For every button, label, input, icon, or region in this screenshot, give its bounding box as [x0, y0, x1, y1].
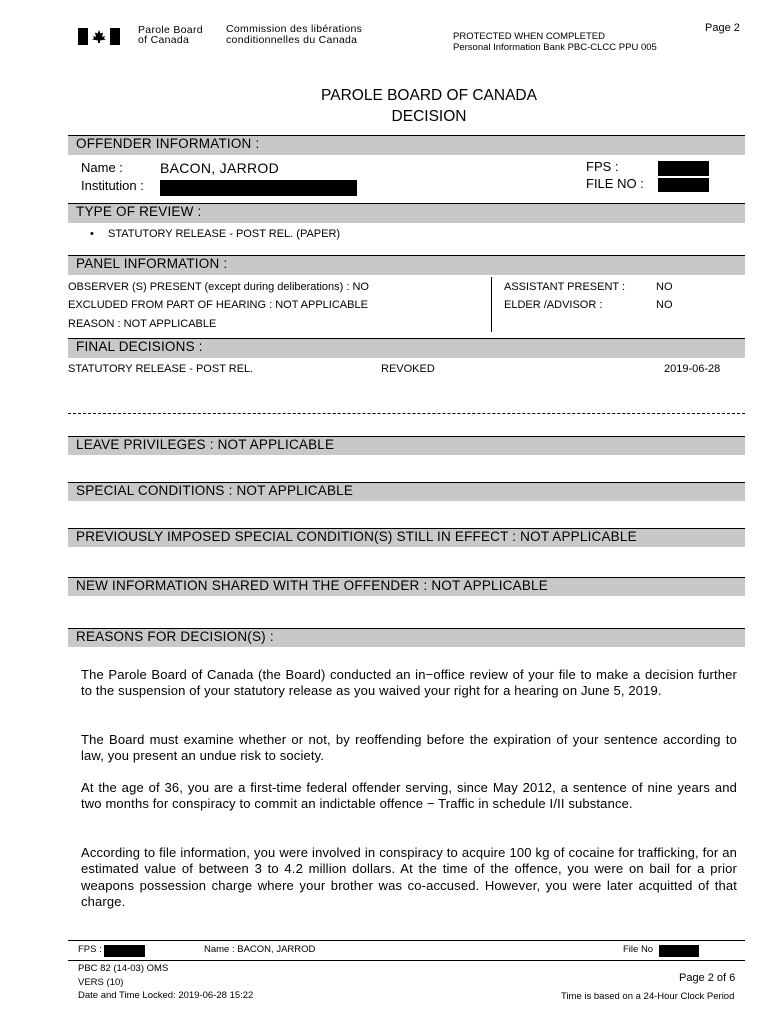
- date-time-locked: Date and Time Locked: 2019-06-28 15:22: [78, 990, 254, 1001]
- review-item: STATUTORY RELEASE - POST REL. (PAPER): [108, 228, 341, 240]
- protected-notice: [453, 31, 657, 53]
- special-conditions-header: SPECIAL CONDITIONS : NOT APPLICABLE: [68, 482, 745, 501]
- footer-file-no-redaction: [659, 945, 699, 957]
- fps-label: FPS :: [586, 159, 619, 174]
- file-no-redaction: [658, 178, 709, 192]
- footer-rule-2: [68, 960, 745, 961]
- reasons-paragraph: According to file information, you were involved in conspiracy to acquire 100 kg of cocaine for trafficking, for an estimated value of between 3 to 4.2 million dollars. At the time of the offence, you were on bail for a prior weapons possession charge where your brother was co-accused. However, you were later acquitted of that charge.: [81, 845, 737, 909]
- title-line1: PAROLE BOARD OF CANADA: [321, 87, 537, 104]
- institution-redaction: [160, 180, 357, 196]
- final-section-header: FINAL DECISIONS :: [68, 338, 745, 358]
- decision-type: STATUTORY RELEASE - POST REL.: [68, 363, 254, 375]
- info-bank-label: Personal Information Bank PBC-CLCC PPU 005: [453, 42, 657, 53]
- offender-section-header: OFFENDER INFORMATION :: [68, 135, 745, 155]
- board-name-en: [138, 25, 203, 45]
- form-code: PBC 82 (14-03) OMS: [78, 963, 169, 974]
- previous-conditions-header: PREVIOUSLY IMPOSED SPECIAL CONDITION(S) STILL IN EFFECT : NOT APPLICABLE: [68, 528, 745, 547]
- review-section-header: TYPE OF REVIEW :: [68, 203, 745, 223]
- new-information-header: NEW INFORMATION SHARED WITH THE OFFENDER : NOT APPLICABLE: [68, 577, 745, 596]
- offender-name: BACON, JARROD: [160, 160, 280, 176]
- form-version: VERS (10): [78, 977, 124, 988]
- canada-flag-icon: [78, 28, 120, 45]
- review-bullet: •: [90, 228, 94, 240]
- board-name-en-line1: Parole Board: [138, 24, 203, 36]
- page-label: Page 2: [705, 22, 740, 34]
- page-title: [0, 85, 768, 127]
- panel-reason: REASON : NOT APPLICABLE: [68, 318, 217, 330]
- excluded-from-hearing: EXCLUDED FROM PART OF HEARING : NOT APPLICABLE: [68, 299, 368, 311]
- institution-label: Institution :: [81, 178, 144, 193]
- elder-value: NO: [656, 299, 673, 311]
- name-label: Name :: [81, 160, 123, 175]
- title-line2: DECISION: [391, 108, 467, 125]
- page-of: Page 2 of 6: [679, 972, 736, 984]
- leave-privileges-header: LEAVE PRIVILEGES : NOT APPLICABLE: [68, 436, 745, 455]
- footer-fps-label: FPS :: [78, 944, 102, 955]
- footer-rule: [68, 940, 745, 941]
- reasons-paragraph: The Parole Board of Canada (the Board) conducted an in−office review of your file to make a decision further to the suspension of your statutory release as you waived your right for a hearing on June 5, 2019.: [81, 667, 737, 699]
- elder-label: ELDER /ADVISOR :: [504, 299, 603, 311]
- panel-divider: [491, 277, 492, 332]
- reasons-paragraph: At the age of 36, you are a first-time federal offender serving, since May 2012, a sentence of nine years and two months for conspiracy to commit an indictable offence − Traffic in schedule I/II substance.: [81, 780, 737, 812]
- footer-name: Name : BACON, JARROD: [204, 944, 316, 955]
- footer-fps-redaction: [104, 945, 145, 957]
- footer-file-no-label: File No: [623, 944, 654, 955]
- fps-redaction: [658, 161, 709, 176]
- assistant-value: NO: [656, 281, 673, 293]
- reasons-paragraph: The Board must examine whether or not, by reoffending before the expiration of your sentence according to law, you present an undue risk to society.: [81, 732, 737, 764]
- clock-note: Time is based on a 24-Hour Clock Period: [561, 991, 735, 1002]
- decision-result: REVOKED: [381, 363, 435, 375]
- reasons-header: REASONS FOR DECISION(S) :: [68, 628, 745, 647]
- file-no-label: FILE NO :: [586, 176, 644, 191]
- decision-date: 2019-06-28: [664, 363, 721, 375]
- board-name-fr-line1: Commission des libérations: [226, 23, 363, 35]
- dashed-separator: [68, 413, 745, 414]
- observer-present: OBSERVER (S) PRESENT (except during deliberations) : NO: [68, 281, 369, 293]
- board-name-en-line2: of Canada: [138, 34, 190, 46]
- assistant-label: ASSISTANT PRESENT :: [504, 281, 626, 293]
- panel-section-header: PANEL INFORMATION :: [68, 255, 745, 275]
- protected-label: PROTECTED WHEN COMPLETED: [453, 31, 606, 42]
- board-name-fr-line2: conditionnelles du Canada: [226, 33, 358, 46]
- board-name-fr: [226, 24, 362, 45]
